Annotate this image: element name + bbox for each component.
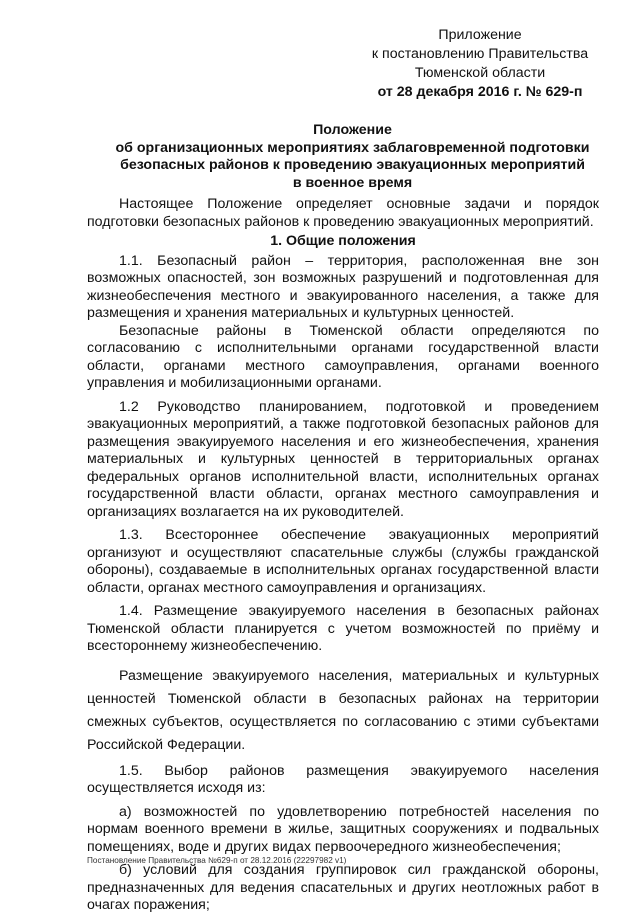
title-line-2: об организационных мероприятиях заблаговременной подготовки (115, 139, 590, 156)
document-title (60, 122, 640, 192)
title-line-4: в военное время (292, 174, 413, 191)
section-heading: 1. Общие положения (270, 233, 416, 249)
list-item-b: б) условий для создания группировок сил гражданской обороны, предназначенных для ведения спасательных и других неотложных работ в очагах поражения; (87, 862, 599, 913)
appendix-region: Тюменской области (414, 65, 546, 81)
paragraph-1-4: 1.4. Размещение эвакуируемого населения в безопасных районах Тюменской области планируется с учетом возможностей по приёму и всестороннему жизнеобеспечению. (87, 603, 599, 654)
intro-paragraph: Настоящее Положение определяет основные задачи и порядок подготовки безопасных районов к проведению эвакуационных мероприятий. (87, 196, 599, 230)
appendix-block (360, 26, 600, 102)
appendix-label: Приложение (438, 27, 522, 43)
footer-reference: Постановление Правительства №629-п от 28.12.2016 (22297982 v1) (87, 856, 347, 865)
list-item-a: а) возможностей по удовлетворению потребностей населения по нормам военного времени в жилье, защитных сооружениях и подвальных помещениях, воде и других видах первоочередного жизнеобеспечения; (87, 803, 599, 855)
paragraph-1-3: 1.3. Всестороннее обеспечение эвакуационных мероприятий организуют и осуществляют спасательные службы (службы гражданской обороны), создаваемые в исполнительных органах государственной власти области, органах местного самоуправления и организациях. (87, 527, 599, 596)
paragraph-1-5: 1.5. Выбор районов размещения эвакуируемого населения осуществляется исходя из: (87, 762, 599, 796)
paragraph-1-4-neighbors: Размещение эвакуируемого населения, материальных и культурных ценностей Тюменской области в безопасных районах на территории смежных субъектов, осуществляется по согласованию с этими субъектами Российской Федерации. (87, 667, 599, 753)
paragraph-1-1-safe-areas: Безопасные районы в Тюменской области определяются по согласованию с исполнительными органами государственной власти области, органами местного самоуправления, органами военного управления и мобилизационными органами. (87, 322, 599, 391)
appendix-decree-ref: к постановлению Правительства (371, 46, 589, 62)
paragraph-1-2: 1.2 Руководство планированием, подготовкой и проведением эвакуационных мероприятий, а также подготовкой безопасных районов для размещения эвакуируемого населения и его жизнеобеспечения, хранения материальных и культурных ценностей в территориальных органах федеральных органов исполнительной власти, исполнительных органах государственной власти области, органах местного самоуправления и организациях возлагается на их руководителей. (87, 398, 599, 520)
appendix-date-number: от 28 декабря 2016 г. № 629-п (377, 84, 583, 100)
title-line-3: безопасных районов к проведению эвакуационных мероприятий (120, 157, 585, 173)
paragraph-1-1: 1.1. Безопасный район – территория, расположенная вне зон возможных опасностей, зон возможных разрушений и подготовленная для жизнеобеспечения местного и эвакуированного населения, а также для размещения и хранения материальных и культурных ценностей. (87, 252, 599, 321)
document-body (87, 196, 599, 915)
title-line-1: Положение (313, 122, 392, 138)
